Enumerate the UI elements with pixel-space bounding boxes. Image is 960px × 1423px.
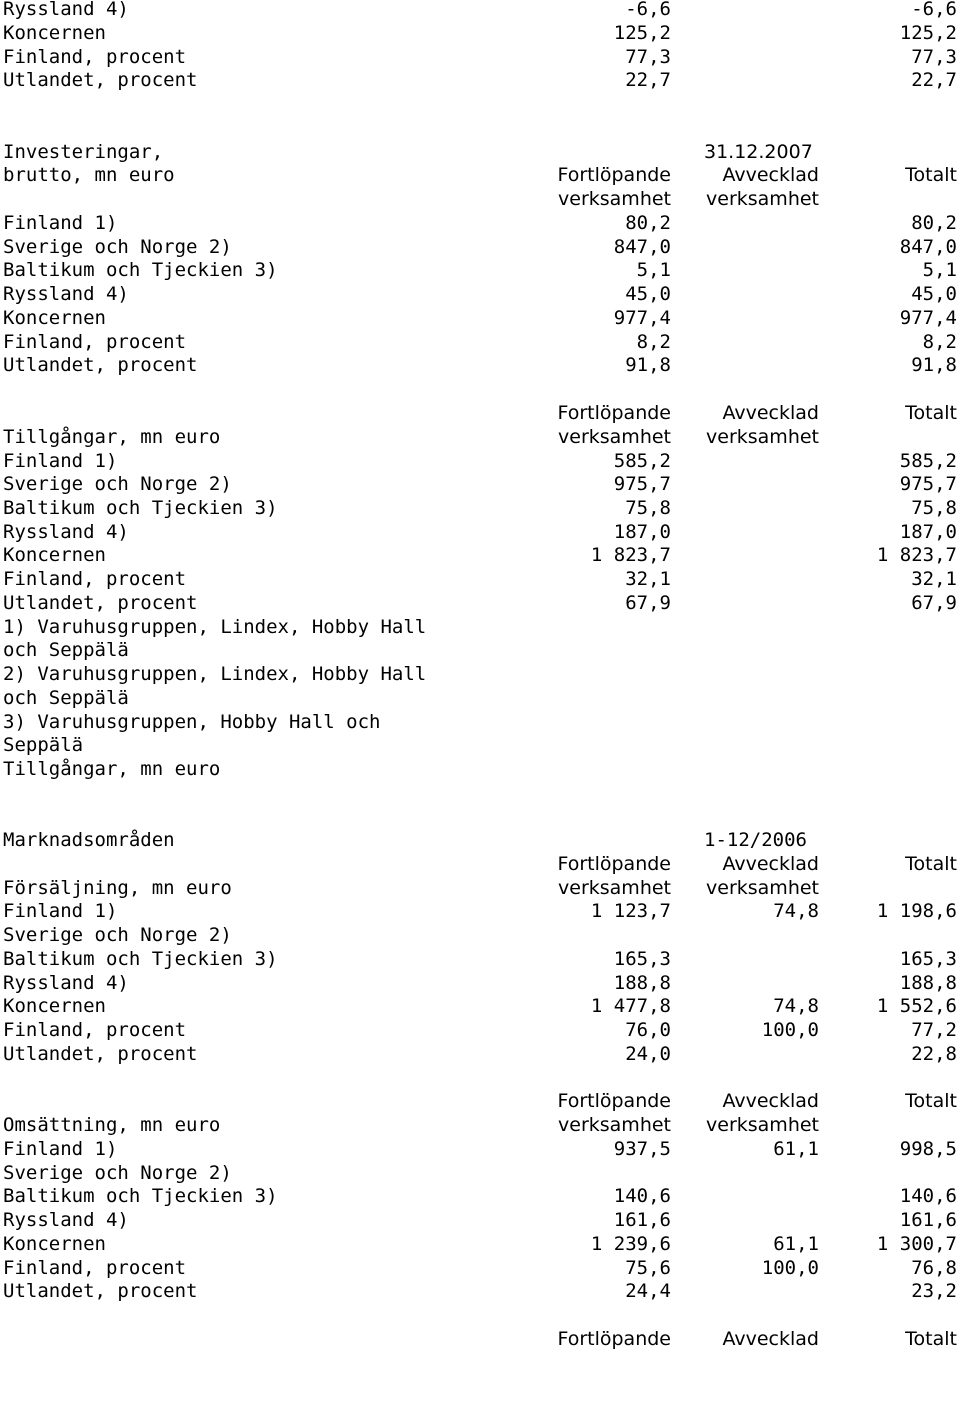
value-totalt: 125,2 bbox=[899, 22, 957, 44]
section-title-row bbox=[0, 140, 960, 164]
value-totalt: 77,2 bbox=[911, 1019, 957, 1041]
footnote: 3) Varuhusgruppen, Hobby Hall och bbox=[3, 711, 381, 733]
row-label: Sverige och Norge 2) bbox=[3, 924, 232, 946]
col-header-fortlopande: Fortlöpande bbox=[557, 402, 671, 424]
value-totalt: 5,1 bbox=[922, 259, 957, 281]
value-totalt: 77,3 bbox=[911, 46, 957, 68]
table-row bbox=[0, 923, 960, 947]
header-row bbox=[0, 425, 960, 449]
section-title: Omsättning, mn euro bbox=[3, 1114, 221, 1136]
value-totalt: 67,9 bbox=[911, 592, 957, 614]
table-row bbox=[0, 472, 960, 496]
row-label: Finland, procent bbox=[3, 46, 187, 68]
table-row bbox=[0, 543, 960, 567]
row-label: Koncernen bbox=[3, 995, 106, 1017]
value-totalt: 1 198,6 bbox=[876, 900, 957, 922]
col-header-avvecklad: Avvecklad bbox=[722, 853, 819, 875]
col-header-avvecklad: Avvecklad bbox=[722, 1090, 819, 1112]
value-totalt: 140,6 bbox=[899, 1185, 957, 1207]
row-label: Sverige och Norge 2) bbox=[3, 236, 232, 258]
col-header-verksamhet: verksamhet bbox=[558, 188, 671, 210]
row-label: Finland, procent bbox=[3, 568, 187, 590]
value-totalt: 977,4 bbox=[899, 307, 957, 329]
value-totalt: 80,2 bbox=[911, 212, 957, 234]
table-row bbox=[0, 496, 960, 520]
value-fortlopande: 585,2 bbox=[613, 450, 671, 472]
value-totalt: 22,7 bbox=[911, 69, 957, 91]
value-totalt: 22,8 bbox=[911, 1043, 957, 1065]
value-totalt: 161,6 bbox=[899, 1209, 957, 1231]
table-row bbox=[0, 1018, 960, 1042]
row-label: Utlandet, procent bbox=[3, 1280, 198, 1302]
section-title: Marknadsområden bbox=[3, 829, 175, 851]
col-header-verksamhet: verksamhet bbox=[706, 426, 819, 448]
value-fortlopande: 140,6 bbox=[613, 1185, 671, 1207]
section-subtitle: Försäljning, mn euro bbox=[3, 877, 232, 899]
col-header-fortlopande: Fortlöpande bbox=[557, 1090, 671, 1112]
table-row bbox=[0, 1208, 960, 1232]
header-row bbox=[0, 163, 960, 187]
row-label: Baltikum och Tjeckien 3) bbox=[3, 948, 278, 970]
col-header-verksamhet: verksamhet bbox=[558, 877, 671, 899]
table-row bbox=[0, 449, 960, 473]
value-avvecklad: 74,8 bbox=[773, 900, 819, 922]
col-header-avvecklad: Avvecklad bbox=[722, 402, 819, 424]
row-label: Ryssland 4) bbox=[3, 283, 129, 305]
row-label: Finland, procent bbox=[3, 1257, 187, 1279]
value-fortlopande: 91,8 bbox=[625, 354, 671, 376]
header-row bbox=[0, 852, 960, 876]
header-row bbox=[0, 187, 960, 211]
value-fortlopande: 937,5 bbox=[613, 1138, 671, 1160]
col-header-verksamhet: verksamhet bbox=[558, 1114, 671, 1136]
value-totalt: 585,2 bbox=[899, 450, 957, 472]
value-totalt: 45,0 bbox=[911, 283, 957, 305]
value-fortlopande: 161,6 bbox=[613, 1209, 671, 1231]
row-label: Ryssland 4) bbox=[3, 1209, 129, 1231]
value-totalt: 1 552,6 bbox=[876, 995, 957, 1017]
row-label: Finland, procent bbox=[3, 331, 187, 353]
period: 1-12/2006 bbox=[704, 829, 807, 851]
value-totalt: 847,0 bbox=[899, 236, 957, 258]
table-row bbox=[0, 1042, 960, 1066]
value-totalt: 75,8 bbox=[911, 497, 957, 519]
value-totalt: 1 823,7 bbox=[876, 544, 957, 566]
footnote: och Seppälä bbox=[3, 687, 129, 709]
value-fortlopande: 188,8 bbox=[613, 972, 671, 994]
footnote: Seppälä bbox=[3, 734, 84, 756]
value-fortlopande: 76,0 bbox=[625, 1019, 671, 1041]
table-row bbox=[0, 211, 960, 235]
value-totalt: 998,5 bbox=[899, 1138, 957, 1160]
row-label: Finland, procent bbox=[3, 1019, 187, 1041]
value-fortlopande: 165,3 bbox=[613, 948, 671, 970]
col-header-avvecklad: Avvecklad bbox=[722, 164, 819, 186]
value-avvecklad: 100,0 bbox=[761, 1257, 819, 1279]
header-row bbox=[0, 876, 960, 900]
period-date: 31.12.2007 bbox=[704, 141, 813, 163]
value-totalt: 1 300,7 bbox=[876, 1233, 957, 1255]
value-avvecklad: 61,1 bbox=[773, 1138, 819, 1160]
row-label: Sverige och Norge 2) bbox=[3, 473, 232, 495]
row-label: Baltikum och Tjeckien 3) bbox=[3, 259, 278, 281]
table-row bbox=[0, 994, 960, 1018]
row-label: Finland 1) bbox=[3, 212, 118, 234]
value-fortlopande: 32,1 bbox=[625, 568, 671, 590]
value-fortlopande: 8,2 bbox=[636, 331, 671, 353]
table-row bbox=[0, 1256, 960, 1280]
col-header-verksamhet: verksamhet bbox=[706, 188, 819, 210]
col-header-fortlopande: Fortlöpande bbox=[557, 164, 671, 186]
value-totalt: 165,3 bbox=[899, 948, 957, 970]
section-subtitle: brutto, mn euro bbox=[3, 164, 175, 186]
table-row bbox=[0, 947, 960, 971]
footnote: Tillgångar, mn euro bbox=[3, 758, 221, 780]
value-totalt: 23,2 bbox=[911, 1280, 957, 1302]
value-fortlopande: 975,7 bbox=[613, 473, 671, 495]
section-title-row bbox=[0, 828, 960, 852]
value-fortlopande: 75,6 bbox=[625, 1257, 671, 1279]
value-totalt: 32,1 bbox=[911, 568, 957, 590]
value-fortlopande: 80,2 bbox=[625, 212, 671, 234]
value-totalt: 76,8 bbox=[911, 1257, 957, 1279]
row-label: Koncernen bbox=[3, 307, 106, 329]
table-row bbox=[0, 306, 960, 330]
value-fortlopande: 22,7 bbox=[625, 69, 671, 91]
value-fortlopande: -6,6 bbox=[625, 0, 671, 20]
header-row bbox=[0, 1327, 960, 1351]
table-row bbox=[0, 567, 960, 591]
table-row bbox=[0, 330, 960, 354]
col-header-totalt: Totalt bbox=[905, 1090, 957, 1112]
table-row bbox=[0, 45, 960, 69]
value-fortlopande: 24,0 bbox=[625, 1043, 671, 1065]
value-totalt: -6,6 bbox=[911, 0, 957, 20]
col-header-verksamhet: verksamhet bbox=[558, 426, 671, 448]
value-avvecklad: 100,0 bbox=[761, 1019, 819, 1041]
table-row bbox=[0, 353, 960, 377]
value-fortlopande: 24,4 bbox=[625, 1280, 671, 1302]
value-avvecklad: 61,1 bbox=[773, 1233, 819, 1255]
value-fortlopande: 1 239,6 bbox=[590, 1233, 671, 1255]
col-header-fortlopande: Fortlöpande bbox=[557, 853, 671, 875]
value-fortlopande: 67,9 bbox=[625, 592, 671, 614]
row-label: Finland 1) bbox=[3, 900, 118, 922]
value-totalt: 91,8 bbox=[911, 354, 957, 376]
value-totalt: 975,7 bbox=[899, 473, 957, 495]
row-label: Koncernen bbox=[3, 544, 106, 566]
value-fortlopande: 847,0 bbox=[613, 236, 671, 258]
col-header-verksamhet: verksamhet bbox=[706, 877, 819, 899]
row-label: Koncernen bbox=[3, 1233, 106, 1255]
header-row bbox=[0, 1089, 960, 1113]
row-label: Baltikum och Tjeckien 3) bbox=[3, 497, 278, 519]
table-row bbox=[0, 899, 960, 923]
section-title: Investeringar, bbox=[3, 141, 164, 163]
value-fortlopande: 125,2 bbox=[613, 22, 671, 44]
row-label: Finland 1) bbox=[3, 450, 118, 472]
value-fortlopande: 1 123,7 bbox=[590, 900, 671, 922]
value-fortlopande: 75,8 bbox=[625, 497, 671, 519]
row-label: Utlandet, procent bbox=[3, 69, 198, 91]
value-fortlopande: 77,3 bbox=[625, 46, 671, 68]
col-header-totalt: Totalt bbox=[905, 164, 957, 186]
table-row bbox=[0, 0, 960, 21]
value-avvecklad: 74,8 bbox=[773, 995, 819, 1017]
row-label: Koncernen bbox=[3, 22, 106, 44]
col-header-totalt: Totalt bbox=[905, 402, 957, 424]
table-row bbox=[0, 1232, 960, 1256]
table-row bbox=[0, 591, 960, 615]
row-label: Utlandet, procent bbox=[3, 592, 198, 614]
table-row bbox=[0, 1279, 960, 1303]
row-label: Utlandet, procent bbox=[3, 354, 198, 376]
col-header-avvecklad: Avvecklad bbox=[722, 1328, 819, 1350]
row-label: Ryssland 4) bbox=[3, 521, 129, 543]
value-fortlopande: 1 477,8 bbox=[590, 995, 671, 1017]
value-fortlopande: 187,0 bbox=[613, 521, 671, 543]
footnote: 2) Varuhusgruppen, Lindex, Hobby Hall bbox=[3, 663, 427, 685]
value-totalt: 187,0 bbox=[899, 521, 957, 543]
table-row bbox=[0, 258, 960, 282]
row-label: Ryssland 4) bbox=[3, 0, 129, 20]
col-header-fortlopande: Fortlöpande bbox=[557, 1328, 671, 1350]
col-header-verksamhet: verksamhet bbox=[706, 1114, 819, 1136]
table-row bbox=[0, 520, 960, 544]
row-label: Sverige och Norge 2) bbox=[3, 1162, 232, 1184]
table-row bbox=[0, 68, 960, 92]
value-fortlopande: 5,1 bbox=[636, 259, 671, 281]
header-row bbox=[0, 401, 960, 425]
row-label: Utlandet, procent bbox=[3, 1043, 198, 1065]
table-row bbox=[0, 1161, 960, 1185]
footnote: 1) Varuhusgruppen, Lindex, Hobby Hall bbox=[3, 616, 427, 638]
value-totalt: 8,2 bbox=[922, 331, 957, 353]
value-fortlopande: 977,4 bbox=[613, 307, 671, 329]
header-row bbox=[0, 1113, 960, 1137]
row-label: Ryssland 4) bbox=[3, 972, 129, 994]
section-title: Tillgångar, mn euro bbox=[3, 426, 221, 448]
table-row bbox=[0, 235, 960, 259]
table-row bbox=[0, 21, 960, 45]
row-label: Finland 1) bbox=[3, 1138, 118, 1160]
row-label: Baltikum och Tjeckien 3) bbox=[3, 1185, 278, 1207]
value-fortlopande: 45,0 bbox=[625, 283, 671, 305]
col-header-totalt: Totalt bbox=[905, 1328, 957, 1350]
col-header-totalt: Totalt bbox=[905, 853, 957, 875]
value-totalt: 188,8 bbox=[899, 972, 957, 994]
table-row bbox=[0, 282, 960, 306]
table-row bbox=[0, 1137, 960, 1161]
footnote: och Seppälä bbox=[3, 639, 129, 661]
table-row bbox=[0, 1184, 960, 1208]
table-row bbox=[0, 971, 960, 995]
value-fortlopande: 1 823,7 bbox=[590, 544, 671, 566]
